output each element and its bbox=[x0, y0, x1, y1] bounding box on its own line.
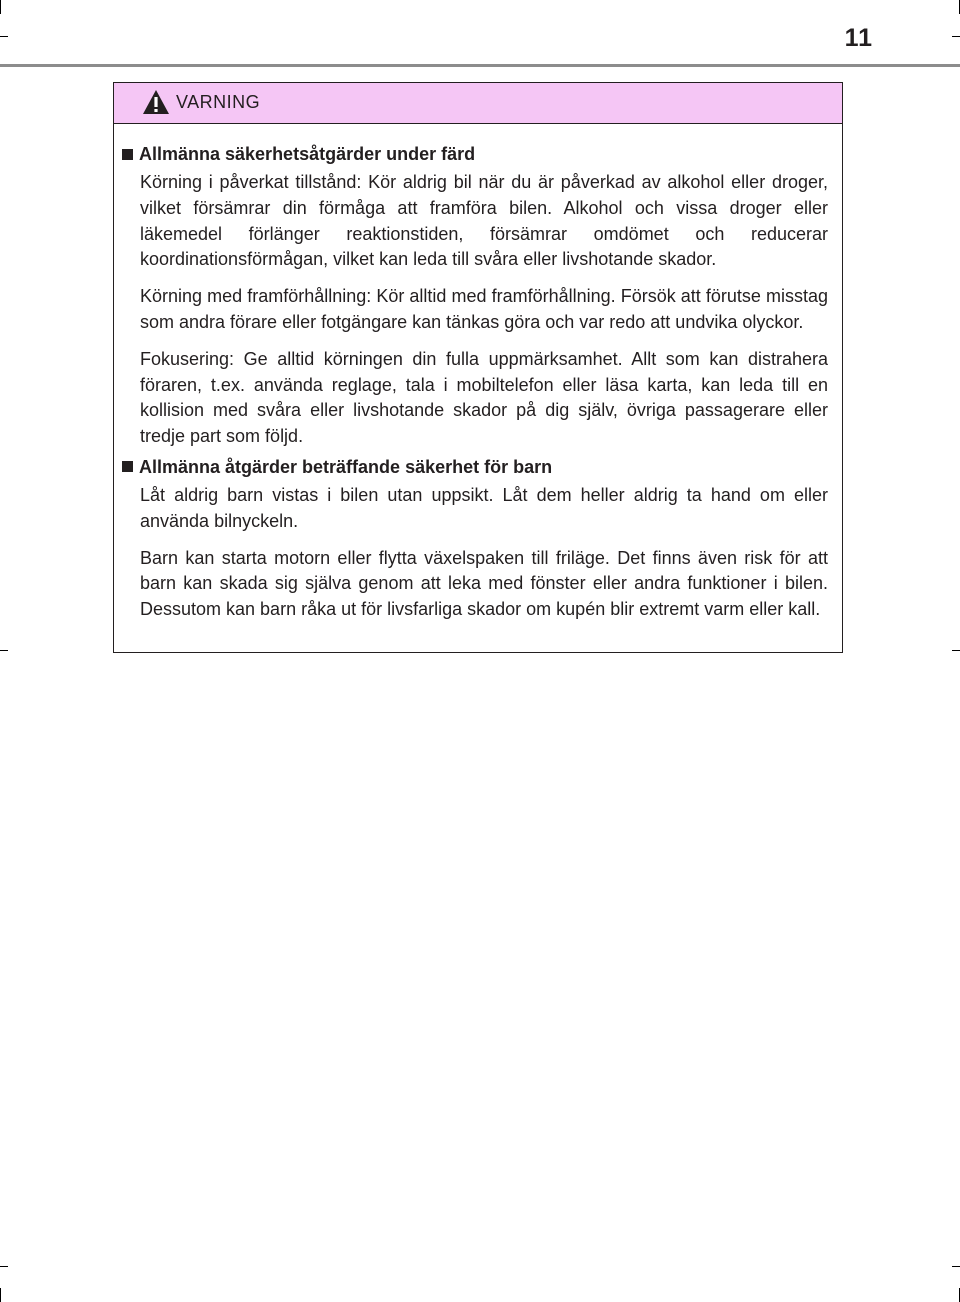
warning-header bbox=[114, 83, 842, 124]
crop-mark-bottom-left bbox=[0, 1288, 1, 1302]
warning-title: VARNING bbox=[176, 92, 261, 112]
crop-mark-right-3 bbox=[952, 1266, 960, 1267]
warning-triangle-icon bbox=[142, 89, 170, 115]
crop-mark-right-1 bbox=[952, 36, 960, 37]
paragraph: Körning i påverkat tillstånd: Kör aldrig bil när du är påverkad av alkohol eller droger, vilket försämrar din förmåga att framföra bilen. Alkohol och vissa droger eller läkemedel förlänger reaktionstiden, försämrar omdömet och reducerar koordinationsförmågan, vilket kan leda till svåra eller livshotande skador. bbox=[140, 172, 828, 270]
warning-box bbox=[113, 82, 843, 653]
section-heading bbox=[122, 142, 828, 166]
paragraph: Fokusering: Ge alltid körningen din fulla uppmärksamhet. Allt som kan distrahera föraren, t.ex. använda reglage, tala i mobiltelefon eller läsa karta, kan leda till en kollision med svåra eller livshotande skador på dig själv, övriga passagerare eller tredje part som följd. bbox=[140, 348, 828, 447]
square-bullet-icon bbox=[122, 149, 133, 160]
section-heading bbox=[122, 455, 828, 479]
section-heading-text: Allmänna säkerhetsåtgärder under färd bbox=[139, 144, 476, 164]
section-heading-text: Allmänna åtgärder beträffande säkerhet för barn bbox=[139, 456, 553, 477]
header-rule bbox=[0, 64, 960, 67]
paragraph: Låt aldrig barn vistas i bilen utan uppsikt. Låt dem heller aldrig ta hand om eller använda bilnyckeln. bbox=[140, 484, 828, 531]
paragraph: Körning med framförhållning: Kör alltid med framförhållning. Försök att förutse misstag som andra förare eller fotgängare kan tänkas göra och var redo att undvika olyckor. bbox=[140, 286, 828, 332]
crop-mark-top-left bbox=[0, 0, 1, 14]
crop-mark-right-2 bbox=[952, 650, 960, 651]
square-bullet-icon bbox=[122, 461, 133, 472]
paragraph: Barn kan starta motorn eller flytta växelspaken till friläge. Det finns även risk för att barn kan skada sig själva genom att leka med fönster eller andra funktioner i bilen. Dessutom kan barn råka ut för livsfarliga skador om kupén blir extremt varm eller kall. bbox=[140, 547, 828, 620]
page-number: 11 bbox=[844, 24, 873, 52]
crop-mark-left-3 bbox=[0, 1266, 8, 1267]
crop-mark-left-1 bbox=[0, 36, 8, 37]
warning-body bbox=[114, 124, 842, 623]
crop-mark-left-2 bbox=[0, 650, 8, 651]
